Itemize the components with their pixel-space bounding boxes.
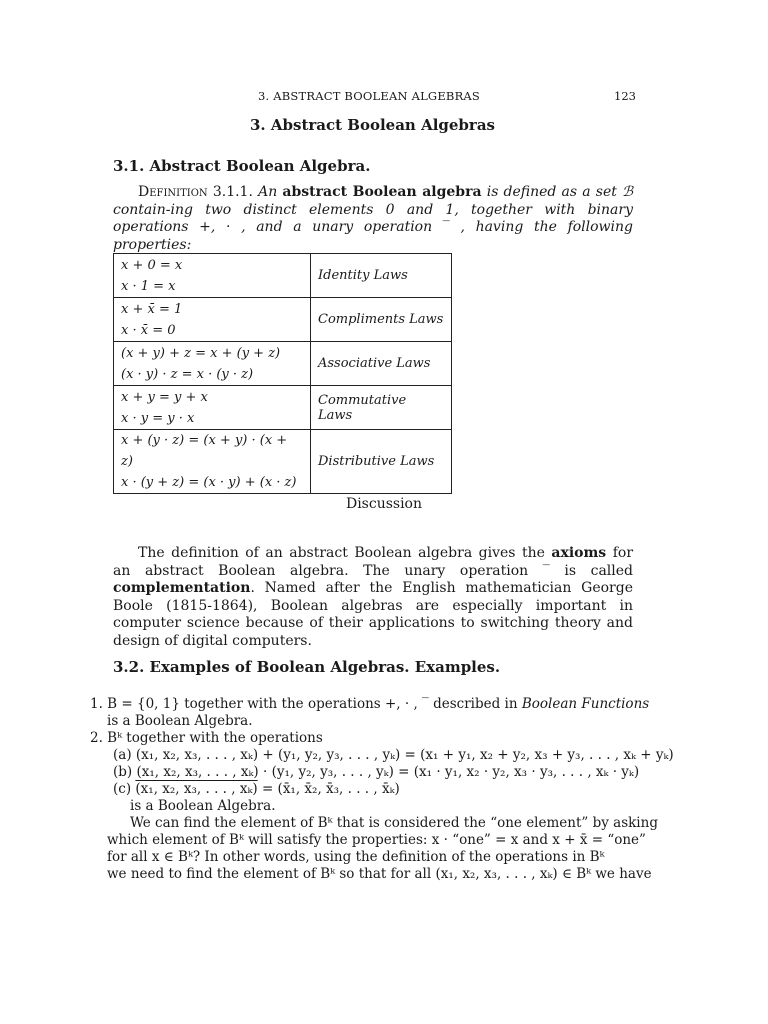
equation: (x · y) · z = x · (y · z) xyxy=(121,366,254,382)
equation: (x + y) + z = x + (y + z) xyxy=(121,345,281,361)
definition-term: abstract Boolean algebra xyxy=(282,184,482,200)
operation-c-equals: = xyxy=(261,781,274,797)
table-row xyxy=(114,386,452,430)
paragraph-line: which element of Bᵏ will satisfy the properties: x · “one” = x and x + x̄ = “one” xyxy=(107,832,646,848)
law-equations xyxy=(114,342,311,386)
operation-c-rhs: (x̄₁, x̄₂, x̄₃, . . . , x̄ₖ) xyxy=(277,781,400,797)
operation-c xyxy=(90,781,635,798)
equation: x + x̄ = 1 xyxy=(121,301,183,317)
term-complementation: complementation xyxy=(113,580,251,596)
list-item-continuation: is a Boolean Algebra. xyxy=(107,713,253,729)
law-name: Compliments Laws xyxy=(311,298,452,342)
law-equations xyxy=(114,254,311,298)
section-title: 3. Abstract Boolean Algebras xyxy=(250,116,495,134)
table-row xyxy=(114,254,452,298)
paragraph-line: we need to find the element of Bᵏ so that for all (x₁, x₂, x₃, . . . , xₖ) ∈ Bᵏ we have xyxy=(107,866,652,882)
discussion-text-1: The definition of an abstract Boolean algebra gives the xyxy=(138,545,545,561)
operation-b: (b) (x₁, x₂, x₃, . . . , xₖ) · (y₁, y₂, y₃, . . . , yₖ) = (x₁ · y₁, x₂ · y₂, x₃ · y₃, . . . , xₖ · yₖ) xyxy=(113,764,640,780)
law-equations xyxy=(114,386,311,430)
table-row xyxy=(114,342,452,386)
law-name: Commutative Laws xyxy=(311,386,452,430)
law-equations xyxy=(114,298,311,342)
equation: x + y = y + x xyxy=(121,389,208,405)
examples-list xyxy=(90,696,674,883)
equation: x + 0 = x xyxy=(121,257,183,273)
example-1-reference: Boolean Functions xyxy=(521,696,650,712)
law-name: Identity Laws xyxy=(311,254,452,298)
paragraph-line: We can find the element of Bᵏ that is considered the “one element” by asking xyxy=(130,815,658,831)
equation: x · 1 = x xyxy=(121,278,176,294)
law-name: Associative Laws xyxy=(311,342,452,386)
definition-label: Definition 3.1.1. xyxy=(138,184,253,200)
list-item: 2. Bᵏ together with the operations xyxy=(90,730,323,746)
operation-c-lhs: (x₁, x₂, x₃, . . . , xₖ) xyxy=(135,781,258,797)
list-item-continuation: is a Boolean Algebra. xyxy=(130,798,276,814)
example-1-text: 1. B = {0, 1} together with the operations +, · , ‾ described in xyxy=(90,696,518,712)
operation-a: (a) (x₁, x₂, x₃, . . . , xₖ) + (y₁, y₂, y₃, . . . , yₖ) = (x₁ + y₁, x₂ + y₂, x₃ + y₃, . . . , xₖ + yₖ) xyxy=(113,747,674,763)
law-equations xyxy=(114,430,311,494)
definition-text-2: is defined as a set ℬ contain-ing two distinct elements 0 and 1, together with binary operations +, · , and a unary operation ‾ , having the following properties: xyxy=(113,184,634,253)
equation: x + (y · z) = (x + y) · (x + z) xyxy=(121,433,288,469)
discussion-text-2: for an abstract Boolean algebra. The unary operation ‾ is called xyxy=(113,545,634,579)
definition-text-1: An xyxy=(258,184,278,200)
laws-table xyxy=(113,253,452,494)
table-row xyxy=(114,430,452,494)
discussion-paragraph xyxy=(113,545,633,650)
running-header: 3. ABSTRACT BOOLEAN ALGEBRAS xyxy=(258,89,481,103)
discussion-text-3: . Named after the English mathematician George Boole (1815-1864), Boolean algebras are especially important in computer science because of their applications to switching theory and design of digital computers. xyxy=(113,580,633,649)
table-row xyxy=(114,298,452,342)
equation: x · (y + z) = (x · y) + (x · z) xyxy=(121,475,297,490)
discussion-heading: Discussion xyxy=(345,496,423,512)
term-axioms: axioms xyxy=(551,545,607,561)
subsection-title-3-2: 3.2. Examples of Boolean Algebras. Examples. xyxy=(113,658,501,676)
definition-paragraph xyxy=(113,184,633,254)
list-item xyxy=(90,696,650,713)
law-name: Distributive Laws xyxy=(311,430,452,494)
equation: x · y = y · x xyxy=(121,410,195,426)
subsection-title-3-1: 3.1. Abstract Boolean Algebra. xyxy=(113,157,371,175)
paragraph-line: for all x ∈ Bᵏ? In other words, using the definition of the operations in Bᵏ xyxy=(107,849,605,865)
page-number: 123 xyxy=(614,89,636,103)
operation-c-label: (c) xyxy=(113,781,132,797)
equation: x · x̄ = 0 xyxy=(121,322,176,338)
